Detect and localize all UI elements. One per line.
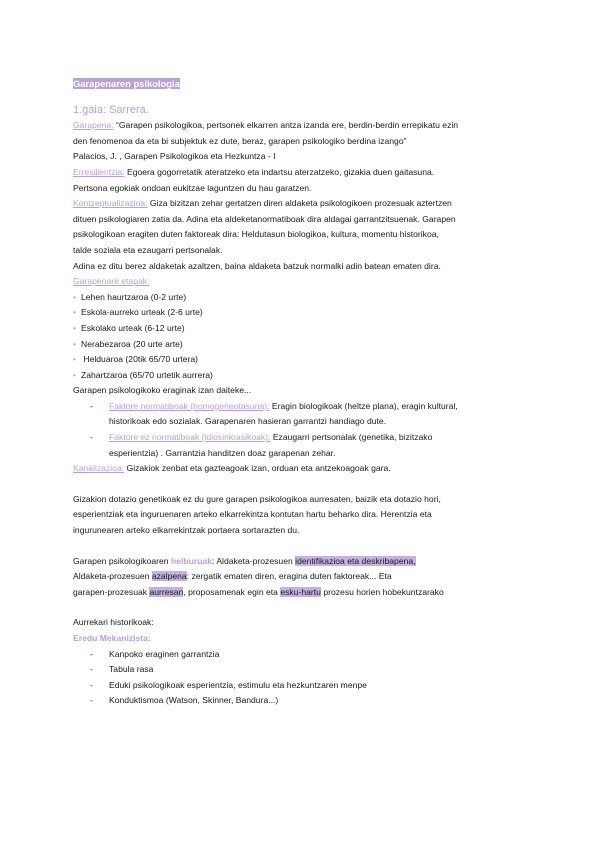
garapena-text-2: den fenomenoa da eta bi subjektuk ez dute, beraz, garapen psikologiko berdina izango” <box>73 135 407 146</box>
helburuak-highlight-1: identifikazioa eta deskribapena, <box>295 555 416 566</box>
garapena-line-1 <box>73 118 533 134</box>
aurrekari-item-label: Eduki psikologikoak esperientzia, estimulu eta hezkuntzaren menpe <box>109 679 367 690</box>
kontzeptualizazioa-line-1 <box>73 196 533 212</box>
kanalizazioa-label: Kanalizazioa: <box>73 463 125 474</box>
dash-marker: - <box>90 432 93 443</box>
dash-marker: - <box>90 679 93 690</box>
etapak-item-label: Zahartzaroa (65/70 urtetik aurrera) <box>81 369 213 380</box>
bullet-icon: • <box>73 354 77 365</box>
eragina-item-1-line-1 <box>73 399 533 415</box>
garapena-source: Palacios, J. , Garapen Psikologikoa eta Hezkuntza - I <box>73 151 276 162</box>
dash-marker: - <box>90 400 93 411</box>
etapak-item-label: Nerabezaroa (20 urte arte) <box>81 338 183 349</box>
eragina-item-1-label: Faktore normatiboak (homogeneotasuna): <box>109 400 270 411</box>
eragina-item-1-text-1: Eragin biologikoak (heltze plana), eragin kultural, <box>269 400 458 411</box>
helburuak-text: Aldaketa-prozesuen <box>73 571 152 582</box>
erresilientzia-text-2: Pertsona egokiak ondoan eukitzae laguntzen du hau garatzen. <box>73 182 312 193</box>
aurrekari-item-label: Konduktismoa (Watson, Skinner, Bandura...) <box>109 695 279 706</box>
helburuak-label: helburuak <box>170 555 213 566</box>
erresilientzia-label: Erresilientzia: <box>73 166 125 177</box>
document-title: Garapenaren psikologia <box>73 78 180 89</box>
helburuak-text: , proposamenak egin eta <box>183 586 281 597</box>
aurrekari-item <box>73 647 533 663</box>
garapena-label: Garapena: <box>73 120 114 131</box>
kontzeptualizazioa-text-1: Giza bizitzan zehar gertatzen diren aldaketa psikologikoen prozesuak aztertzen <box>147 198 452 209</box>
aurrekari-intro: Aurrekari historikoak: <box>73 617 154 628</box>
eragina-item-2-text-2: esperientzia) . Garrantzia handitzen doaz garapenan zehar. <box>109 447 336 458</box>
helburuak-text: Garapen psikologikoaren <box>73 555 171 566</box>
erresilientzia-line-1 <box>73 165 533 181</box>
aurrekari-item-label: Tabula rasa <box>109 664 154 675</box>
etapak-item-label: Helduaroa (20tik 65/70 urtera) <box>81 354 199 365</box>
aurrekari-item <box>73 662 533 678</box>
chapter-heading: 1.gaia: Sarrera. <box>73 103 149 116</box>
document-page <box>73 76 533 709</box>
eragina-intro: Garapen psikologikoko eraginak izan daiteke... <box>73 385 252 396</box>
etapak-item-label: Eskola-aurreko urteak (2-6 urte) <box>81 307 203 318</box>
spacer <box>73 539 533 554</box>
kontzeptualizazioa-text-3: psikologikoan eragiten duten faktoreak dira: Heldutasun biologikoa, kultura, momentu historikoa, <box>73 229 439 240</box>
helburuak-text: : Aldaketa-prozesuen <box>212 555 296 566</box>
aurrekari-item-label: Kanpoko eraginen garrantzia <box>109 648 220 659</box>
helburuak-text: : zergatik ematen diren, eragina duten faktoreak... Eta <box>186 571 392 582</box>
helburuak-highlight-2: azalpena <box>151 571 187 582</box>
dash-marker: - <box>90 695 93 706</box>
kontzeptualizazioa-text-4: talde soziala eta ezaugarri pertsonalak. <box>73 244 223 255</box>
genetikoa-text-3: ingurunearen arteko elkarrekintzak portaera sortarazten du. <box>73 525 300 536</box>
eragina-item-1-text-2: historikoak edo sozialak. Garapenaren hasieran garrantzi handiago dute. <box>109 416 387 427</box>
bullet-icon: • <box>73 369 77 380</box>
eragina-item-2-text-1: Ezaugarri pertsonalak (genetika, bizitzako <box>270 432 433 443</box>
eragina-item-2-label: Faktore ez normatiboak (idiosinkrasikoak): <box>109 432 271 443</box>
etapak-item <box>73 305 533 321</box>
etapak-item <box>73 321 533 337</box>
etapak-label: Garapenare etapak: <box>73 276 150 287</box>
etapak-item <box>73 290 533 306</box>
kanalizazioa-line <box>73 461 533 477</box>
etapak-item-label: Eskolako urteak (6-12 urte) <box>81 322 185 333</box>
dash-marker: - <box>90 648 93 659</box>
etapak-item <box>73 368 533 384</box>
erresilientzia-text-1: Egoera gogorretatik ateratzeko eta indartsu aterzatzeko, gizakia duen gaitasuna. <box>124 166 435 177</box>
helburuak-line-1 <box>73 554 533 570</box>
kontzeptualizazioa-text-5: Adina ez ditu berez aldaketak azaltzen, baina aldaketa batzuk normalki adin batean ematen dira. <box>73 260 441 271</box>
helburuak-highlight-3: aurresan <box>149 586 184 597</box>
kontzeptualizazioa-text-2: dituen psikologiaren zatia da. Adina eta aldeketanormatiboak dira aldagai garrantzitsuenak. Garapen <box>73 213 456 224</box>
helburuak-line-3 <box>73 585 533 601</box>
etapak-item <box>73 337 533 353</box>
garapena-text-1: “Garapen psikologikoa, pertsonek elkarren antza izanda ere, berdin-berdin errepikatu ezin <box>113 120 459 131</box>
genetikoa-text-2: esperientziak eta inguruenaren arteko elkarrekintza kontutan hartu beharko dira. Herentzia eta <box>73 509 432 520</box>
eragina-item-2-line-1 <box>73 430 533 446</box>
aurrekari-label: Eredu Mekanizista: <box>73 633 151 643</box>
kanalizazioa-text: Gizakiok zenbat eta gazteagoak izan, orduan eta antzekoagoak gara. <box>124 463 391 474</box>
bullet-icon: • <box>73 307 77 318</box>
etapak-item-label: Lehen haurtzaroa (0-2 urte) <box>81 291 187 302</box>
etapak-item <box>73 352 533 368</box>
dash-marker: - <box>90 664 93 675</box>
spacer <box>73 600 533 615</box>
helburuak-highlight-4: esku-hartu <box>280 586 321 597</box>
aurrekari-item <box>73 693 533 709</box>
helburuak-line-2 <box>73 569 533 585</box>
bullet-icon: • <box>73 322 77 333</box>
genetikoa-text-1: Gizakion dotazio genetikoak ez du gure garapen psikologikoa aurresaten, baizik eta dotazio hori, <box>73 493 441 504</box>
bullet-icon: • <box>73 338 77 349</box>
helburuak-text: garapen-prozesuak <box>73 586 150 597</box>
kontzeptualizazioa-label: Kontzeptualizazioa: <box>73 198 148 209</box>
document-title-line <box>73 76 533 93</box>
aurrekari-item <box>73 678 533 694</box>
spacer <box>73 477 533 492</box>
bullet-icon: • <box>73 291 77 302</box>
helburuak-text: prozesu horien hobekuntzarako <box>320 586 444 597</box>
